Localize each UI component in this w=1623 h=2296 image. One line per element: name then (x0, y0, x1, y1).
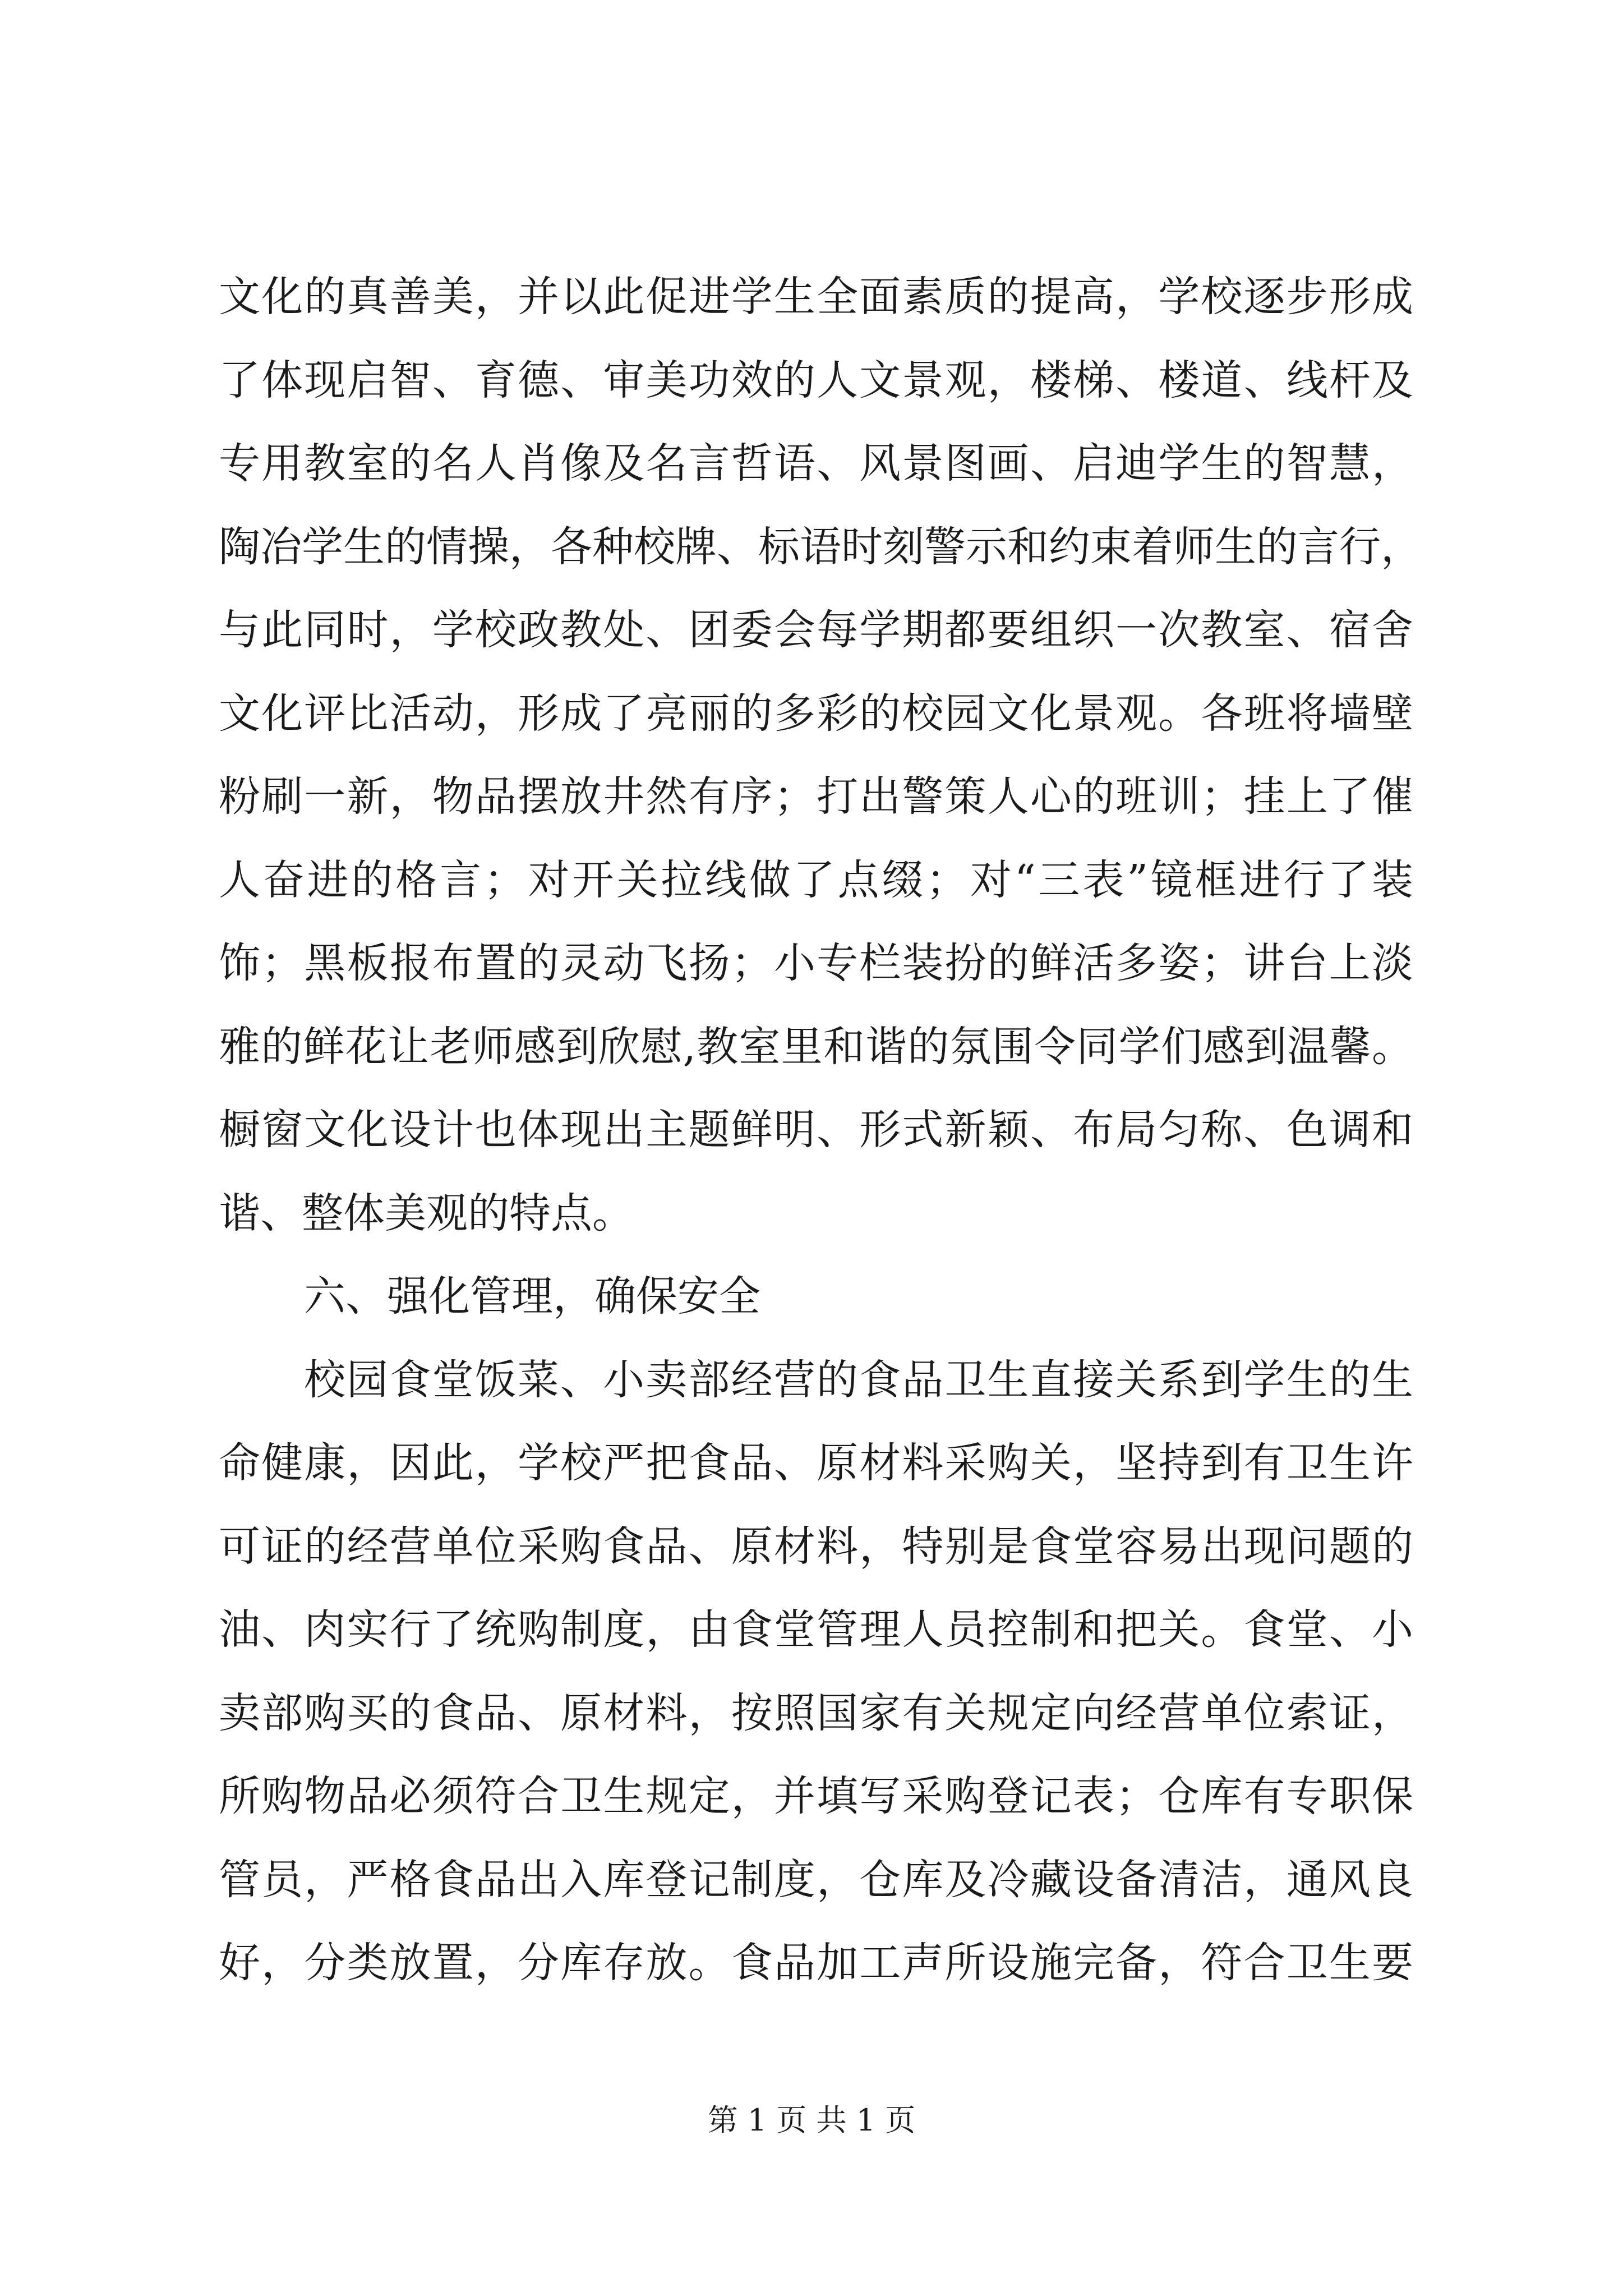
text-line: 专用教室的名人肖像及名言哲语、风景图画、启迪学生的智慧， (219, 439, 1413, 487)
text-line: 文化的真善美，并以此促进学生全面素质的提高，学校逐步形成 (219, 273, 1413, 321)
text-line: 文化评比活动，形成了亮丽的多彩的校园文化景观。各班将墙壁 (219, 689, 1413, 738)
text-line: 人奋进的格言；对开关拉线做了点缀；对“三表”镜框进行了装 (219, 855, 1413, 904)
text-line: 命健康，因此，学校严把食品、原材料采购关，坚持到有卫生许 (219, 1439, 1413, 1487)
page-number-footer: 第 1 页 共 1 页 (707, 2102, 916, 2138)
text-line: 好，分类放置，分库存放。食品加工声所设施完备，符合卫生要 (219, 1939, 1413, 1987)
text-line: 橱窗文化设计也体现出主题鲜明、形式新颖、布局匀称、色调和 (219, 1106, 1413, 1154)
text-line: 校园食堂饭菜、小卖部经营的食品卫生直接关系到学生的生 (304, 1355, 1413, 1404)
text-line: 雅的鲜花让老师感到欣慰,教室里和谐的氛围令同学们感到温馨。 (219, 1022, 1413, 1071)
text-line: 可证的经营单位采购食品、原材料，特别是食堂容易出现问题的 (219, 1522, 1413, 1571)
text-line: 卖部购买的食品、原材料，按照国家有关规定向经营单位索证， (219, 1688, 1413, 1737)
text-line: 饰；黑板报布置的灵动飞扬；小专栏装扮的鲜活多姿；讲台上淡 (219, 939, 1413, 987)
text-line: 陶冶学生的情操，各种校牌、标语时刻警示和约束着师生的言行， (219, 522, 1422, 571)
text-line: 油、肉实行了统购制度，由食堂管理人员控制和把关。食堂、小 (219, 1605, 1413, 1654)
text-line: 所购物品必须符合卫生规定，并填写采购登记表；仓库有专职保 (219, 1772, 1413, 1820)
section-heading: 六、强化管理，确保安全 (304, 1272, 760, 1320)
body-text (219, 255, 1422, 2005)
text-line: 谐、整体美观的特点。 (219, 1189, 634, 1237)
text-line: 管员，严格食品出入库登记制度，仓库及冷藏设备清洁，通风良 (219, 1855, 1413, 1904)
text-line: 了体现启智、育德、审美功效的人文景观，楼梯、楼道、线杆及 (219, 356, 1413, 404)
text-line: 粉刷一新，物品摆放井然有序；打出警策人心的班训；挂上了催 (219, 772, 1413, 821)
text-line: 与此同时，学校政教处、团委会每学期都要组织一次教室、宿舍 (219, 606, 1413, 654)
